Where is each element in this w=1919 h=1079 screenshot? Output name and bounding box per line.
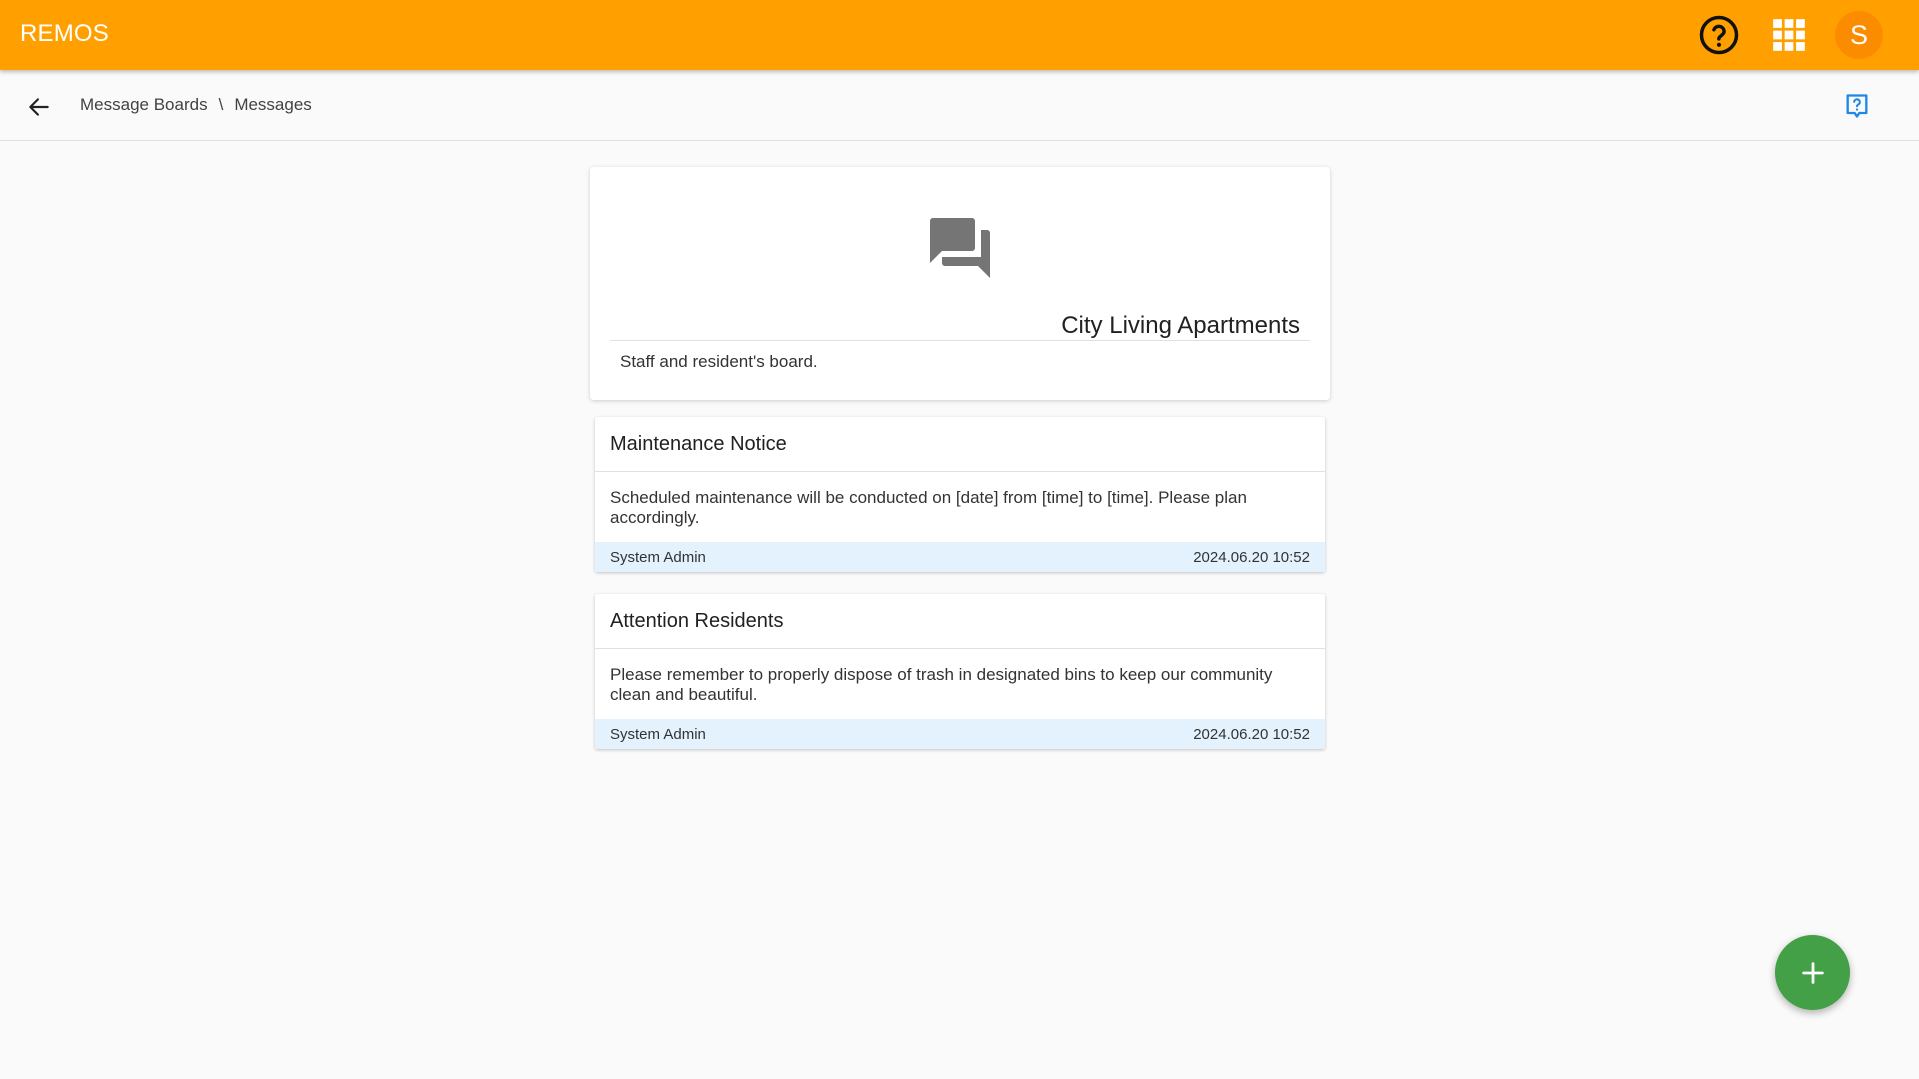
apps-button[interactable]	[1767, 13, 1811, 57]
message-author: System Admin	[610, 548, 706, 566]
message-body: Please remember to properly dispose of trash in designated bins to keep our community clean and beautiful.	[610, 665, 1273, 704]
help-button[interactable]	[1697, 13, 1741, 57]
message-timestamp: 2024.06.20 10:52	[1193, 725, 1310, 743]
help-box-icon	[1843, 92, 1871, 120]
breadcrumb-bar	[0, 70, 1919, 141]
breadcrumb-separator: \	[218, 95, 224, 114]
message-card[interactable]	[595, 417, 1325, 572]
app-bar	[0, 0, 1919, 70]
plus-icon	[1799, 959, 1827, 987]
message-timestamp: 2024.06.20 10:52	[1193, 548, 1310, 566]
arrow-left-icon	[26, 94, 52, 120]
page-help-button[interactable]	[1841, 90, 1873, 122]
board-card	[590, 167, 1330, 400]
message-footer	[595, 719, 1325, 749]
help-circle-icon	[1698, 14, 1740, 56]
apps-grid-icon	[1770, 16, 1808, 54]
message-title: Attention Residents	[595, 594, 1325, 649]
breadcrumb	[80, 95, 312, 115]
back-button[interactable]	[24, 92, 54, 122]
app-title[interactable]: REMOS	[20, 20, 110, 47]
user-avatar[interactable]: S	[1835, 11, 1883, 59]
board-name: City Living Apartments	[1061, 312, 1300, 339]
message-author: System Admin	[610, 725, 706, 743]
board-description: Staff and resident's board.	[620, 352, 818, 371]
board-divider	[610, 340, 1310, 341]
message-title: Maintenance Notice	[595, 417, 1325, 472]
breadcrumb-messages: Messages	[234, 95, 312, 114]
message-card[interactable]	[595, 594, 1325, 749]
add-message-button[interactable]	[1775, 935, 1850, 1010]
app-bar-actions	[1697, 0, 1883, 70]
forum-icon	[924, 212, 996, 284]
message-body: Scheduled maintenance will be conducted on [date] from [time] to [time]. Please plan accordingly.	[610, 488, 1247, 527]
breadcrumb-message-boards[interactable]: Message Boards	[80, 95, 208, 114]
message-footer	[595, 542, 1325, 572]
